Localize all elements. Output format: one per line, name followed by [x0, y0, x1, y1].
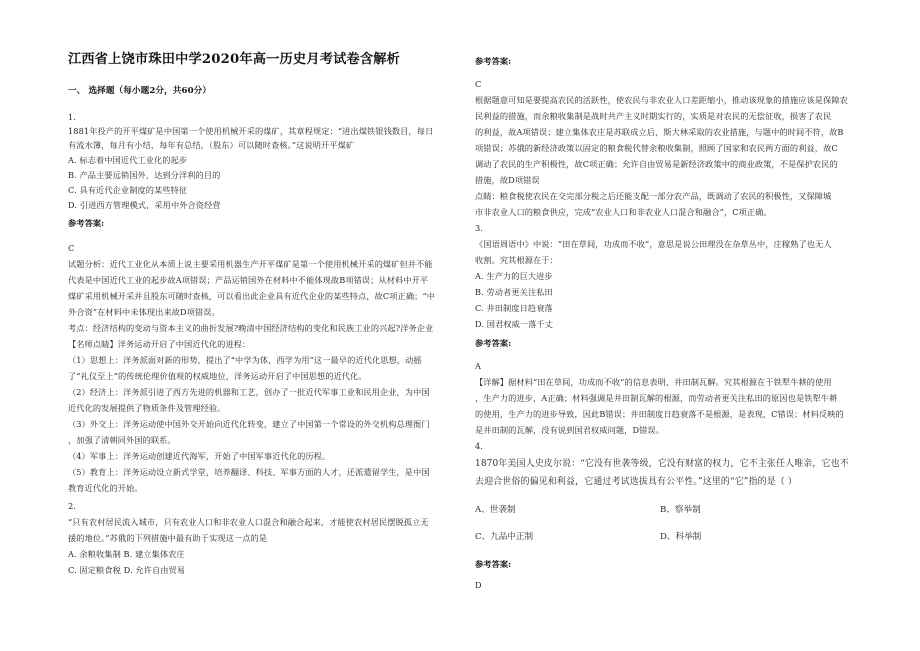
q3-option-d: D. 国君权威一落千丈	[475, 319, 554, 329]
q3-stem-line-1: 《国语周语中》中说：“田在草间，功成而不收”，意思是说公田理没在杂草丛中，庄稼熟了也无人	[475, 239, 832, 249]
q4-stem-line-2: 去迎合世俗的偏见和利益，它通过考试选拔具有公平性。”这里的“它”指的是（ ）	[475, 477, 797, 487]
q1-option-d: D. 引进西方管理模式，采用中外合资经营	[68, 200, 221, 210]
q1-analysis-line: 考点：经济结构的变动与资本主义的曲折发展?晚清中国经济结构的变化和民族工业的兴起?洋务企业	[68, 323, 434, 333]
section-heading: 一、 选择题（每小题2分，共60分）	[68, 86, 212, 96]
q2-analysis-line: 点睛：粮食税使农民在交完部分税之后还能支配一部分农产品，既调动了农民的积极性，又保障城	[475, 191, 832, 201]
q2-analysis-line: 民利益的措施，而余粮收集制是战时共产主义时期实行的，实质是对农民的无偿征收，损害了农民	[475, 111, 832, 121]
q1-stem-line-1: 1881年投产的开平煤矿是中国第一个使用机械开采的煤矿，其章程规定：“进出煤铁银钱数目，每日	[68, 126, 434, 136]
q2-stem-line-2: 援的地位。”苏俄的下列措施中最有助于实现这一点的是	[68, 533, 268, 543]
q1-analysis-line: 近代化的发展提供了物质条件及管理经验。	[68, 403, 226, 413]
q1-option-a: A. 标志着中国近代工业化的起步	[68, 155, 188, 165]
q1-number: 1.	[68, 112, 77, 122]
q2-number: 2.	[68, 501, 77, 511]
q2-analysis-line: 项错误；苏俄的新经济政策以固定的粮食税代替余粮收集制，照顾了国家和农民两方面的利益，故C	[475, 143, 838, 153]
q2-answer-label: 参考答案:	[475, 56, 512, 66]
q3-option-a: A. 生产力的巨大进步	[475, 271, 553, 281]
q4-number: 4.	[475, 441, 484, 451]
q1-answer-label: 参考答案:	[68, 218, 105, 228]
q4-option-a: A、世袭制	[475, 505, 516, 515]
q3-analysis-line: 【详解】据材料“田在草间，功成而不收”的信息表明，井田制瓦解。究其根源在于铁犁牛耕的使用	[475, 377, 832, 387]
page-title: 江西省上饶市珠田中学2020年高一历史月考试卷含解析	[68, 52, 401, 67]
q2-options-ab: A. 余粮收集制 B. 建立集体农庄	[68, 549, 185, 559]
q3-analysis-line: ，生产力的进步，A正确；材料强调是井田制瓦解的根源，而劳动者更关注私田的原因也是铁犁牛耕	[475, 393, 838, 403]
q1-analysis-line: （5）教育上：洋务运动设立新式学堂，培养翻译、科技、军事方面的人才，还派遣留学生，是中国	[68, 467, 430, 477]
q4-answer: D	[475, 580, 482, 590]
q1-analysis-line: 外合资”在材料中未体现出来故D项错误。	[68, 307, 220, 317]
q3-stem-line-2: 收割。究其根源在于：	[475, 255, 558, 265]
q1-answer: C	[68, 243, 75, 253]
q1-analysis-line: （3）外交上：洋务运动使中国外交开始向近代化转变，建立了中国第一个常设的外交机构总理衙门	[68, 419, 430, 429]
q2-stem-line-1: “只有农村居民流入城市，只有农业人口和非农业人口混合和融合起来，才能使农村居民摆脱孤立无	[68, 517, 429, 527]
q1-stem-line-2: 有流水簿，每月有小结，每年有总结，（股东）可以随时查核。”这说明开平煤矿	[68, 140, 355, 150]
q1-analysis-line: 【名师点睛】洋务运动开启了中国近代化的进程：	[68, 339, 251, 349]
q4-stem-line-1: 1870年美国人史皮尔说：“它没有世袭等级，它没有财富的权力，它不主张任人唯亲，它也不	[475, 459, 849, 469]
q1-analysis-line: 煤矿采用机械开采并且股东可随时查核，可以看出此企业具有近代企业的某些特点，故C项正确；“中	[68, 291, 436, 301]
q1-analysis-line: 代表是中国近代工业的起步故A项错误；产品运销国外在材料中不能体现故B项错误；从材料中开平	[68, 275, 429, 285]
q1-analysis-line: 教育近代化的开始。	[68, 483, 143, 493]
q3-analysis-line: 的使用，生产力的进步导致，因此B错误；井田制度日趋衰落不是根源，是表现，C错误；材料反映的	[475, 409, 844, 419]
q2-analysis-line: 措施，故D项错误	[475, 175, 540, 185]
q4-answer-label: 参考答案:	[475, 559, 512, 569]
q1-analysis-line: （1）思想上：洋务派面对新的形势，提出了“中学为体，西学为用”这一最早的近代化思想，动摇	[68, 355, 422, 365]
q2-analysis-line: 根据题意可知是要提高农民的活跃性，使农民与非农业人口差距缩小，推动该现象的措施应该是保障农	[475, 95, 848, 105]
q1-analysis-line: ，加强了清朝同外国的联系。	[68, 435, 176, 445]
q3-analysis-line: 是井田制的瓦解，没有说到国君权威问题，D错误。	[475, 425, 664, 435]
q1-analysis-line: 了“礼仪至上”的传统伦理价值观的权威地位，洋务运动开启了中国思想的近代化。	[68, 371, 367, 381]
q2-analysis-line: 调动了农民的生产积极性，故C项正确；允许自由贸易是新经济政策中的商业政策，不是保护农民的	[475, 159, 838, 169]
q3-option-c: C. 井田制度日趋衰落	[475, 303, 553, 313]
q2-analysis-line: 市非农业人口的粮食供应，完成“农业人口和非农业人口混合和融合”，C项正确。	[475, 207, 772, 217]
q1-analysis-line: （2）经济上：洋务派引进了西方先进的机器和工艺，创办了一批近代军事工业和民用企业，为中国	[68, 387, 430, 397]
q3-option-b: B. 劳动者更关注私田	[475, 287, 553, 297]
q4-option-d: D、科举制	[660, 532, 702, 542]
q1-analysis-line: 试题分析：近代工业化从本质上说主要采用机器生产开平煤矿是第一个使用机械开采的煤矿但并不能	[68, 259, 433, 269]
q4-option-b: B、察举制	[660, 505, 701, 515]
q1-option-b: B. 产品主要远销国外，达到分洋利的目的	[68, 170, 221, 180]
q3-number: 3.	[475, 223, 484, 233]
q3-answer: A	[475, 361, 482, 371]
q2-answer: C	[475, 79, 482, 89]
q2-analysis-line: 的利益，故A项错误；建立集体农庄是苏联成立后，斯大林采取的农业措施，与题中的时间不符，故B	[475, 127, 844, 137]
q1-option-c: C. 具有近代企业制度的某些特征	[68, 185, 188, 195]
q2-options-cd: C. 固定粮食税 D. 允许自由贸易	[68, 565, 186, 575]
q1-analysis-line: （4）军事上：洋务运动创建近代海军，开始了中国军事近代化的历程。	[68, 451, 331, 461]
q3-answer-label: 参考答案:	[475, 338, 512, 348]
q4-option-c: C、九品中正制	[475, 532, 534, 542]
